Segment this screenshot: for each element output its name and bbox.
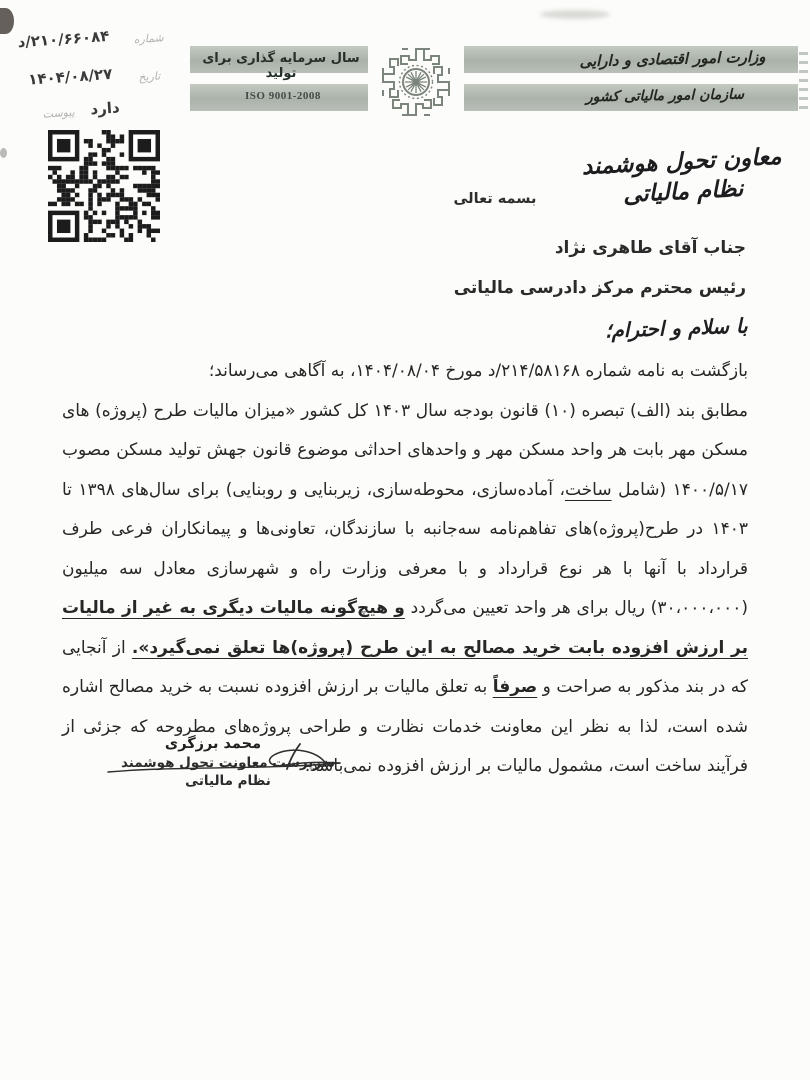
- qr-code: [48, 130, 160, 242]
- handwritten-salutation: با سلام و احترام؛: [605, 313, 749, 343]
- body-intro-line: بازگشت به نامه شماره ۲۱۴/۵۸۱۶۸/د مورخ ۱۴۰۴/۰۸/۰۴، به آگاهی می‌رساند؛: [208, 361, 748, 381]
- ministry-name: وزارت امور اقتصادی و دارایی: [579, 47, 766, 71]
- scan-artifact: [0, 148, 7, 158]
- letter-date-label: تاریخ: [137, 69, 161, 84]
- iso-certification: ISO 9001-2008: [245, 90, 321, 102]
- signatory-role-line1: سرپرست معاونت تحول هوشمند: [120, 755, 336, 771]
- emblem-box: [368, 38, 464, 126]
- letter-number-label: شماره: [133, 31, 165, 47]
- body-text-segment: و هیچ‌گونه مالیات دیگری به غیر از مالیات بر ارزش افزوده بابت خرید مصالح به این طرح (پروژه)ها تعلق نمی‌گیرد».: [62, 598, 749, 658]
- letter-date: ۱۴۰۴/۰۸/۲۷: [27, 64, 113, 89]
- letter-number: ۲۱۰/۶۶۰۸۴/د: [16, 26, 110, 52]
- body-text-segment: ، آماده‌سازی، محوطه‌سازی، زیربنایی و روبنایی) برای سال‌های ۱۳۹۸ تا ۱۴۰۳ در طرح(پروژه)های تفاهم‌نامه سه‌جانبه با سازندگان، تعاونی‌ها و پیمانکاران فرعی طرف قرارداد با آنها با هر نوع قرارداد و با معرفی وزارت راه و شهرسازی معادل سه میلیون (۳۰،۰۰۰،۰۰۰) ریال برای هر واحد تعیین می‌گردد: [62, 479, 748, 618]
- besmellah: بسمه تعالی: [453, 191, 537, 207]
- recipient-block: [454, 238, 746, 298]
- body-text-segment: از آنجایی که در بند مذکور به صراحت و: [62, 637, 749, 697]
- attachment-value: دارد: [89, 98, 121, 119]
- recipient-title: رئیس محترم مرکز دادرسی مالیاتی: [453, 278, 746, 298]
- reference-block: [7, 18, 184, 130]
- attachment-label: پیوست: [42, 105, 76, 121]
- signatory-role-line2: نظام مالیاتی: [185, 773, 271, 789]
- signatory-name: محمد برزگری: [164, 736, 262, 752]
- body-text-segment: ساخت: [564, 479, 612, 500]
- body-text-segment: به تعلق مالیات بر ارزش افزوده نسبت به خرید مصالح اشاره شده است، لذا به نظر این معاونت خدمات نظارت و طراحی پروژه‌های مطروحه که جزئی از فرآیند ساخت است، مشمول مالیات بر ارزش افزوده نمی‌باشد.: [62, 677, 748, 776]
- scan-artifact: [540, 10, 610, 19]
- body-paragraph: [62, 392, 748, 787]
- letter-body: [62, 352, 748, 787]
- recipient-name: جناب آقای طاهری نژاد: [554, 238, 746, 258]
- body-text-segment: صرفاً: [492, 677, 538, 697]
- body-text-segment: مطابق بند (الف) تبصره (۱۰) قانون بودجه سال ۱۴۰۳ کل کشور «میزان مالیات طرح (پروژه) های مسکن مهر بابت هر واحد مسکن مهر و واحدهای احداثی موضوع قانون جهش تولید مسکن مصوب ۱۴۰۰/۵/۱۷ (شامل: [62, 400, 748, 500]
- signature-block: [108, 736, 348, 789]
- ministry-emblem-icon: [368, 38, 464, 126]
- header-slogan: سال سرمایه گذاری برای تولید: [202, 51, 360, 81]
- organization-name: سازمان امور مالیاتی کشور: [585, 86, 745, 106]
- scan-artifact: [799, 52, 808, 114]
- deputy-title-calligraphy: معاون تحول هوشمند نظام مالیاتی: [581, 143, 783, 209]
